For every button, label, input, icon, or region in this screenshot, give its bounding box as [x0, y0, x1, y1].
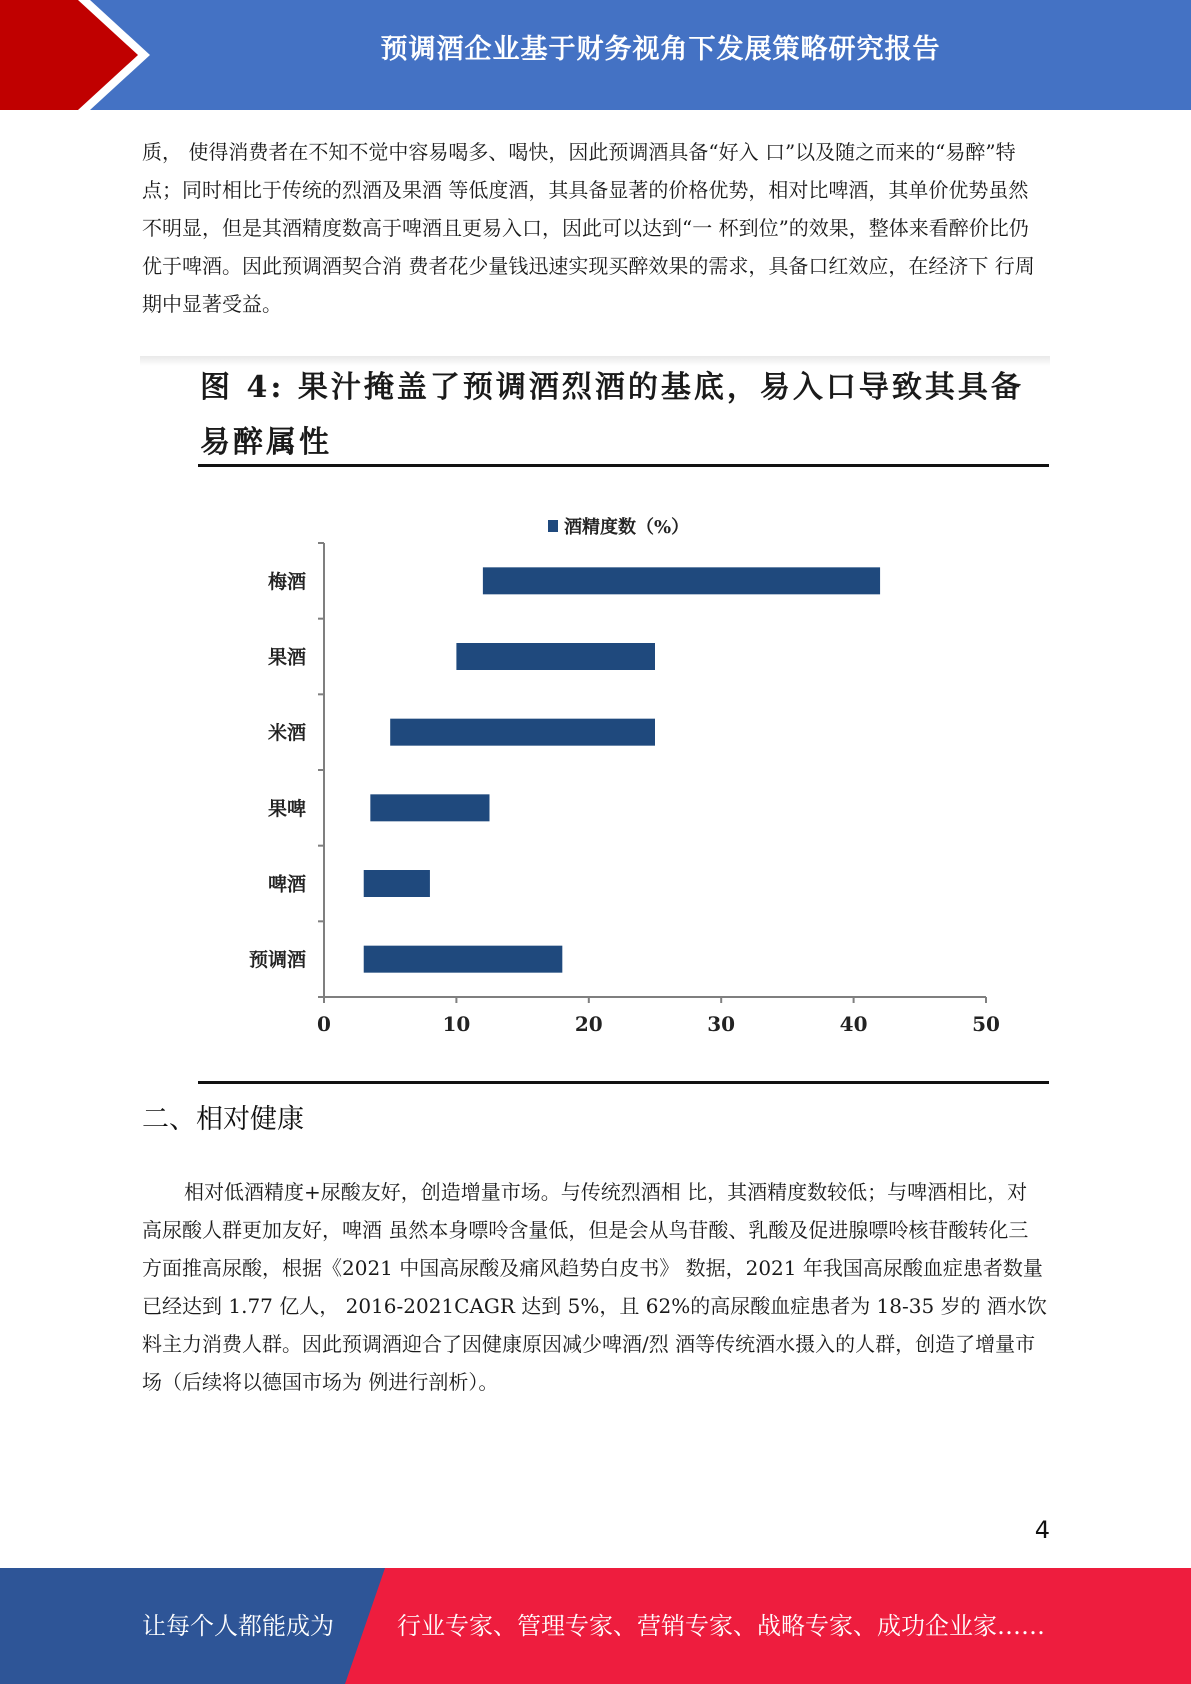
y-tick-label: 啤酒	[267, 873, 306, 896]
y-axis	[249, 543, 324, 997]
bar-4	[364, 870, 430, 897]
body-paragraph-1: 质， 使得消费者在不知不觉中容易喝多、喝快，因此预调酒具备“好入 口”以及随之而来的“易醉”特点；同时相比于传统的烈酒及果酒 等低度酒，其具备显著的价格优势，相对比啤酒，其单价优势虽然 不明显，但是其酒精度数高于啤酒且更易入口，因此可以达到“一 杯到位”的效果，整体来看醉价比仍优于啤酒。因此预调酒契合消 费者花少量钱迅速实现买醉效果的需求，具备口红效应，在经济下 行周期中显著受益。	[142, 140, 1035, 316]
figure-top-rule	[198, 464, 1049, 467]
page-number: 4	[1034, 1516, 1050, 1544]
y-tick-label: 预调酒	[248, 949, 306, 972]
chart-legend	[548, 516, 689, 538]
footer-slogan-left: 让每个人都能成为	[142, 1612, 334, 1640]
figure-title: 图 4: 果汁掩盖了预调酒烈酒的基底，易入口导致其具备易醉属性	[200, 370, 1024, 460]
x-axis	[317, 997, 1000, 1036]
bar-1	[456, 643, 655, 670]
legend-swatch	[548, 520, 558, 532]
chart-svg	[198, 500, 1049, 1060]
x-tick-label: 40	[839, 1012, 868, 1036]
y-tick-label: 果啤	[267, 797, 306, 820]
page-footer	[0, 1568, 1191, 1684]
header-title: 预调酒企业基于财务视角下发展策略研究报告	[380, 34, 941, 65]
page-header	[0, 0, 1191, 110]
bar-0	[483, 567, 880, 594]
x-tick-label: 20	[574, 1012, 603, 1036]
x-tick-label: 50	[972, 1012, 1000, 1036]
section-heading: 二、相对健康	[142, 1104, 304, 1135]
bar-2	[390, 719, 655, 746]
alcohol-content-chart	[198, 500, 1049, 1060]
legend-label: 酒精度数（%）	[564, 517, 690, 538]
y-tick-label: 米酒	[267, 722, 306, 745]
chart-bars	[364, 567, 880, 972]
x-tick-label: 10	[442, 1012, 471, 1036]
header-arrow-icon	[0, 0, 150, 110]
x-tick-label: 30	[707, 1012, 736, 1036]
y-tick-label: 梅酒	[267, 570, 306, 593]
bar-5	[364, 946, 563, 973]
body-paragraph-2: 相对低酒精度+尿酸友好，创造增量市场。与传统烈酒相 比，其酒精度数较低；与啤酒相比，对高尿酸人群更加友好，啤酒 虽然本身嘌呤含量低，但是会从鸟苷酸、乳酸及促进腺嘌呤核苷酸转化三方面推高尿酸，根据《2021 中国高尿酸及痛风趋势白皮书》 数据，2021 年我国高尿酸血症患者数量已经达到 1.77 亿人， 2016-2021CAGR 达到 5%，且 62%的高尿酸血症患者为 18-35 岁的 酒水饮料主力消费人群。因此预调酒迎合了因健康原因减少啤酒/烈 酒等传统酒水摄入的人群，创造了增量市场（后续将以德国市场为 例进行剖析）。	[142, 1180, 1047, 1394]
footer-slogan-right: 行业专家、管理专家、营销专家、战略专家、成功企业家……	[397, 1612, 1045, 1640]
figure-bottom-rule	[198, 1081, 1049, 1084]
x-tick-label: 0	[317, 1012, 331, 1036]
bar-3	[370, 794, 489, 821]
y-tick-label: 果酒	[267, 646, 306, 669]
